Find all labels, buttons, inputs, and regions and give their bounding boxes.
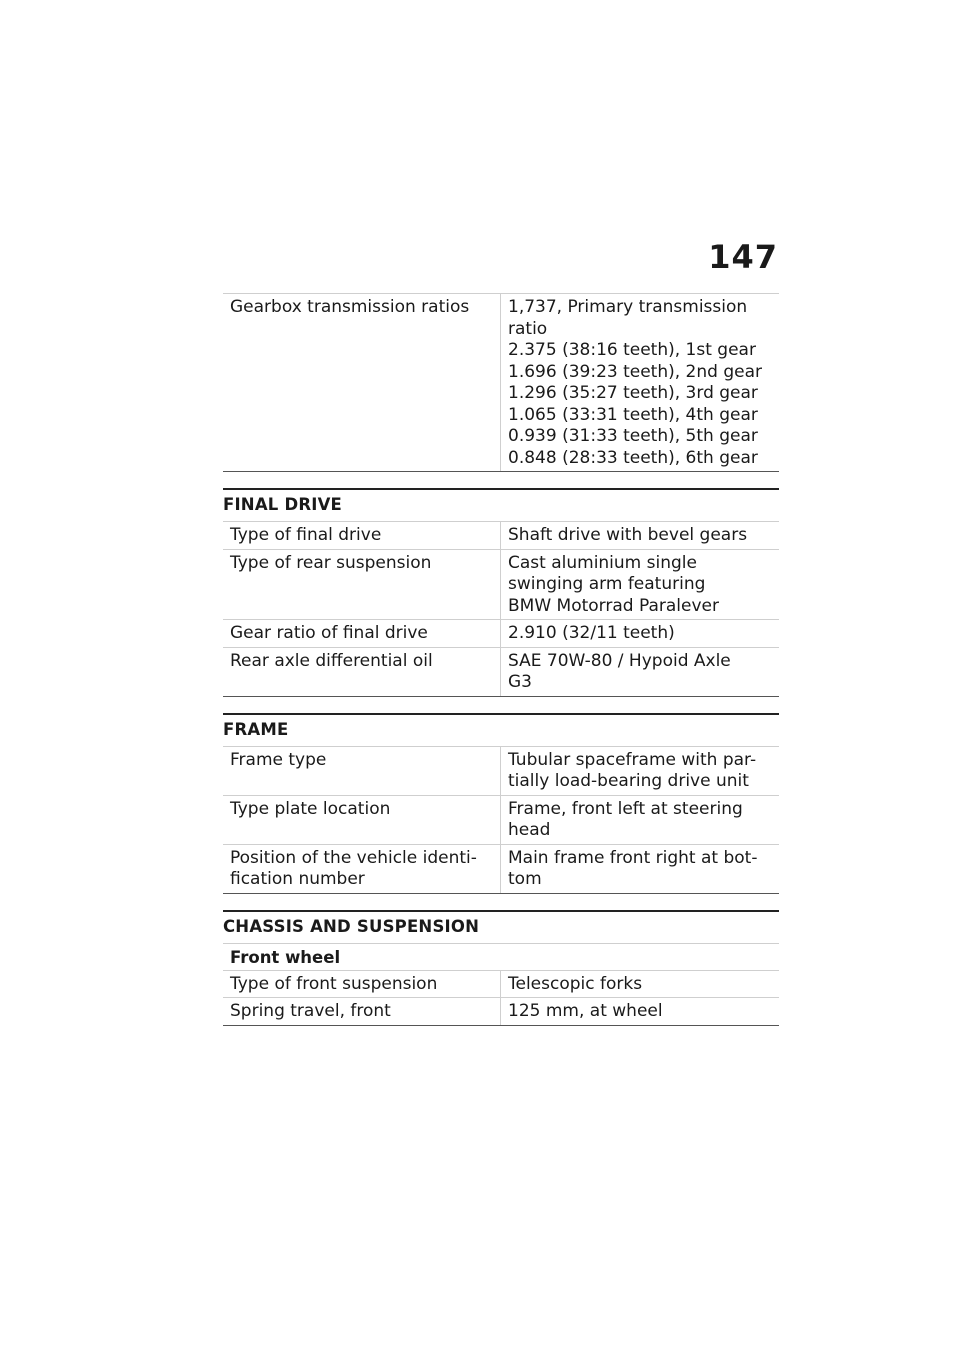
row-value	[501, 294, 780, 472]
label-line: fication number	[230, 869, 365, 889]
table-row	[223, 549, 779, 620]
table-row	[223, 294, 779, 472]
value-line: Tubular spaceframe with par-	[508, 749, 757, 770]
value-line: 0.848 (28:33 teeth), 6th gear	[508, 447, 758, 468]
row-label	[223, 795, 501, 844]
value-line: 2.910 (32/11 teeth)	[508, 623, 675, 643]
value-line: Main frame front right at bot-	[508, 847, 758, 868]
label-line: Frame type	[230, 749, 327, 770]
value-line: 1.296 (35:27 teeth), 3rd gear	[508, 383, 758, 403]
value-line: SAE 70W-80 / Hypoid Axle	[508, 650, 731, 671]
section-title-frame: FRAME	[223, 713, 779, 747]
value-line: Shaft drive with bevel gears	[508, 525, 748, 545]
row-label: Type of final drive	[223, 522, 501, 549]
row-label: Gear ratio of final drive	[223, 620, 501, 648]
table-row	[223, 998, 779, 1026]
row-label: Rear axle differential oil	[223, 647, 501, 696]
page-number: 147	[708, 238, 778, 276]
row-value	[501, 747, 780, 796]
section-title-final-drive: FINAL DRIVE	[223, 488, 779, 522]
row-label: Type of front suspension	[223, 971, 501, 998]
value-line: ratio	[508, 318, 548, 339]
value-line: BMW Motorrad Paralever	[508, 595, 719, 616]
value-line: G3	[508, 672, 532, 692]
gearbox-table	[223, 293, 779, 472]
label-line: Type plate location	[230, 798, 391, 819]
row-label	[223, 844, 501, 893]
value-line: 1.696 (39:23 teeth), 2nd gear	[508, 361, 763, 382]
table-row	[223, 647, 779, 696]
value-line: tially load-bearing drive unit	[508, 771, 749, 791]
row-label: Gearbox transmission ratios	[223, 294, 501, 472]
row-value	[501, 844, 780, 893]
table-row	[223, 620, 779, 648]
label-line: Position of the vehicle identi-	[230, 847, 477, 868]
frame-table	[223, 747, 779, 894]
section-title-chassis: CHASSIS AND SUSPENSION	[223, 910, 779, 944]
row-value	[501, 549, 780, 620]
table-row	[223, 971, 779, 998]
value-line: Cast aluminium single	[508, 552, 697, 573]
row-value	[501, 647, 780, 696]
value-line: Frame, front left at steering	[508, 798, 743, 819]
value-line: head	[508, 820, 551, 840]
row-label: Spring travel, front	[223, 998, 501, 1026]
table-row	[223, 844, 779, 893]
row-label	[223, 747, 501, 796]
value-line: tom	[508, 869, 542, 889]
spec-content	[223, 293, 779, 1026]
value-line: swinging arm featuring	[508, 574, 706, 594]
row-value	[501, 620, 780, 648]
value-line: 0.939 (31:33 teeth), 5th gear	[508, 426, 758, 446]
table-row	[223, 747, 779, 796]
chassis-table	[223, 971, 779, 1026]
row-label: Type of rear suspension	[223, 549, 501, 620]
value-line: 1.065 (33:31 teeth), 4th gear	[508, 404, 758, 425]
row-value	[501, 795, 780, 844]
row-value: Telescopic forks	[501, 971, 780, 998]
table-row	[223, 795, 779, 844]
row-value	[501, 522, 780, 549]
value-line: 1,737, Primary transmission	[508, 297, 748, 317]
row-value: 125 mm, at wheel	[501, 998, 780, 1026]
final-drive-table	[223, 522, 779, 697]
table-row	[223, 522, 779, 549]
subsection-title-front-wheel: Front wheel	[223, 944, 779, 971]
value-line: 2.375 (38:16 teeth), 1st gear	[508, 340, 756, 360]
